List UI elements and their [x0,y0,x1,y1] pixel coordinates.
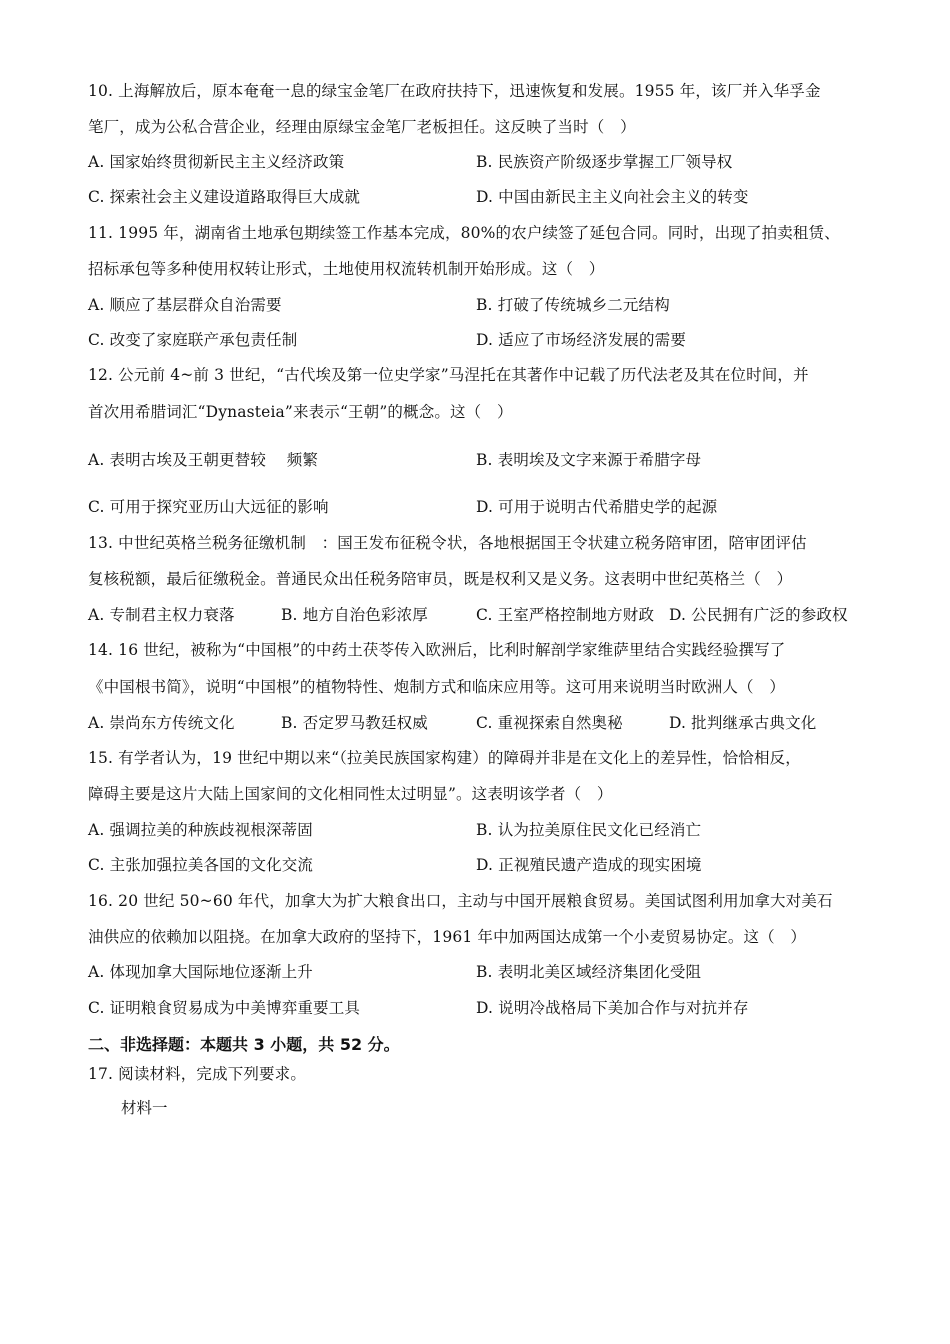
section-heading: 二、非选择题：本题共 3 小题，共 52 分。 [88,1035,400,1054]
q14-option-b: B. 否定罗马教廷权威 [281,714,428,732]
q11-option-a: A. 顺应了基层群众自治需要 [88,296,282,314]
q12-option-a: A. 表明古埃及王朝更替较 频繁 [88,451,319,469]
q13-stem-line1: 13. 中世纪英格兰税务征缴机制 ：国王发布征税令状，各地根据国王令状建立税务陪审团，陪审团评估 [88,534,807,552]
q14-option-c: C. 重视探索自然奥秘 [476,714,623,732]
q13-option-b: B. 地方自治色彩浓厚 [281,606,428,624]
q14-option-a: A. 崇尚东方传统文化 [88,714,235,732]
q13-stem-line2: 复核税额，最后征缴税金。普通民众出任税务陪审员，既是权利又是义务。这表明中世纪英格兰（ ） [88,570,793,588]
q16-stem-line1: 16. 20 世纪 50~60 年代，加拿大为扩大粮食出口，主动与中国开展粮食贸易。美国试图利用加拿大对美石 [88,892,833,910]
q14-stem-line1: 14. 16 世纪，被称为“中国根”的中药土茯苓传入欧洲后，比利时解剖学家维萨里结合实践经验撰写了 [88,641,786,659]
q10-option-b: B. 民族资产阶级逐步掌握工厂领导权 [476,153,733,171]
q14-stem-line2: 《中国根书简》，说明“中国根”的植物特性、炮制方式和临床应用等。这可用来说明当时欧洲人（ ） [88,678,786,696]
q11-stem-line1: 11. 1995 年，湖南省土地承包期续签工作基本完成，80%的农户续签了延包合同。同时，出现了拍卖租赁、 [88,224,840,242]
q16-option-a: A. 体现加拿大国际地位逐渐上升 [88,963,313,981]
q12-option-d: D. 可用于说明古代希腊史学的起源 [476,498,718,516]
q10-stem-line2: 笔厂，成为公私合营企业，经理由原绿宝金笔厂老板担任。这反映了当时（ ） [88,118,636,136]
q10-option-c: C. 探索社会主义建设道路取得巨大成就 [88,188,361,206]
q12-stem-line2: 首次用希腊词汇“Dynasteia”来表示“王朝”的概念。这（ ） [88,403,513,421]
q15-option-a: A. 强调拉美的种族歧视根深蒂固 [88,821,313,839]
q10-option-d: D. 中国由新民主主义向社会主义的转变 [476,188,749,206]
q16-option-d: D. 说明冷战格局下美加合作与对抗并存 [476,999,749,1017]
q11-option-d: D. 适应了市场经济发展的需要 [476,331,686,349]
q10-option-a: A. 国家始终贯彻新民主主义经济政策 [88,153,345,171]
material-one-label: 材料一 [121,1099,168,1117]
q12-option-c: C. 可用于探究亚历山大远征的影响 [88,498,329,516]
q15-option-c: C. 主张加强拉美各国的文化交流 [88,856,314,874]
q15-option-d: D. 正视殖民遗产造成的现实困境 [476,856,702,874]
q15-stem-line2: 障碍主要是这片大陆上国家间的文化相同性太过明显”。这表明该学者（ ） [88,785,613,803]
q11-option-b: B. 打破了传统城乡二元结构 [476,296,670,314]
q16-option-c: C. 证明粮食贸易成为中美博弈重要工具 [88,999,361,1017]
q11-option-c: C. 改变了家庭联产承包责任制 [88,331,298,349]
q12-option-b: B. 表明埃及文字来源于希腊字母 [476,451,702,469]
q16-option-b: B. 表明北美区域经济集团化受阻 [476,963,702,981]
q13-option-a: A. 专制君主权力衰落 [88,606,235,624]
q13-option-c: C. 王室严格控制地方财政 [476,606,655,624]
q14-option-d: D. 批判继承古典文化 [669,714,817,732]
q11-stem-line2: 招标承包等多种使用权转让形式，土地使用权流转机制开始形成。这（ ） [88,260,605,278]
q13-option-d: D. 公民拥有广泛的参政权 [669,606,848,624]
q10-stem-line1: 10. 上海解放后，原本奄奄一息的绿宝金笔厂在政府扶持下，迅速恢复和发展。1955 年，该厂并入华孚金 [88,82,821,100]
q12-stem-line1: 12. 公元前 4~前 3 世纪，“古代埃及第一位史学家”马涅托在其著作中记载了历代法老及其在位时间，并 [88,366,809,384]
q17-stem: 17. 阅读材料，完成下列要求。 [88,1065,306,1083]
q15-option-b: B. 认为拉美原住民文化已经消亡 [476,821,702,839]
q15-stem-line1: 15. 有学者认为，19 世纪中期以来“（拉美民族国家构建）的障碍并非是在文化上的差异性，恰恰相反， [88,749,801,767]
q16-stem-line2: 油供应的依赖加以阻挠。在加拿大政府的坚持下，1961 年中加两国达成第一个小麦贸易协定。这（ ） [88,928,807,946]
